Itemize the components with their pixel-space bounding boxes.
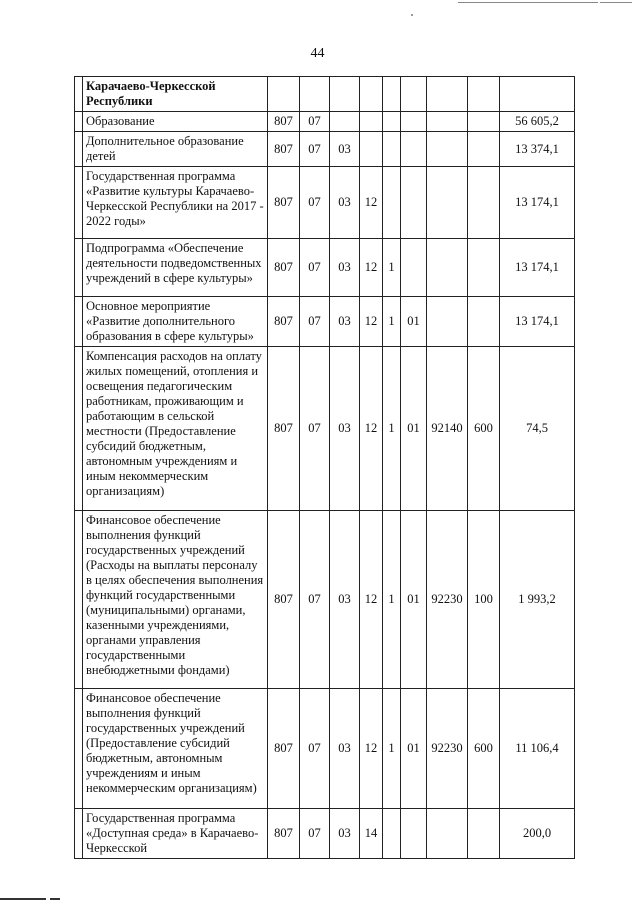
col-expense-type-cell <box>468 112 500 132</box>
col-program-cell: 12 <box>360 347 383 511</box>
col-program-cell <box>360 132 383 167</box>
table-row <box>75 809 575 859</box>
col-rz-cell: 07 <box>300 347 330 511</box>
col-expense-type-cell <box>468 809 500 859</box>
col-amount-cell: 13 174,1 <box>500 239 575 297</box>
bottom-edge-rule <box>50 898 60 900</box>
col-ved-cell: 807 <box>268 239 300 297</box>
col-measure-cell <box>401 239 427 297</box>
col-expense-type-cell: 600 <box>468 689 500 809</box>
item-name-cell: Образование <box>83 112 268 132</box>
col-program-cell: 12 <box>360 239 383 297</box>
col-pr-cell <box>330 112 360 132</box>
col-measure-cell <box>401 809 427 859</box>
col-subprogram-cell: 1 <box>383 347 401 511</box>
col-amount-cell <box>500 77 575 112</box>
table-row <box>75 167 575 239</box>
col-expense-type-cell <box>468 167 500 239</box>
col-direction-cell: 92140 <box>427 347 468 511</box>
col-ved-cell: 807 <box>268 689 300 809</box>
col-rz-cell: 07 <box>300 112 330 132</box>
bottom-edge-rule <box>0 898 46 900</box>
col-rz-cell: 07 <box>300 167 330 239</box>
col-subprogram-cell <box>383 809 401 859</box>
top-edge-rule <box>600 2 632 3</box>
col-rz-cell: 07 <box>300 689 330 809</box>
col-rz-cell <box>300 77 330 112</box>
col-direction-cell <box>427 77 468 112</box>
item-name-cell: Финансовое обеспечение выполнения функций государственных учреждений (Расходы на выплаты персоналу в целях обеспечения выполнения функций государственными (муниципальными) органами, казенными учреждениями, органами управления государственными внебюджетными фондами) <box>83 511 268 689</box>
col-pr-cell: 03 <box>330 511 360 689</box>
row-spacer-cell <box>75 167 83 239</box>
col-pr-cell: 03 <box>330 239 360 297</box>
col-amount-cell: 1 993,2 <box>500 511 575 689</box>
col-ved-cell: 807 <box>268 809 300 859</box>
page-number: 44 <box>310 46 325 61</box>
col-pr-cell: 03 <box>330 297 360 347</box>
col-amount-cell: 11 106,4 <box>500 689 575 809</box>
col-amount-cell: 74,5 <box>500 347 575 511</box>
scan-speck <box>411 14 413 16</box>
col-expense-type-cell <box>468 297 500 347</box>
row-spacer-cell <box>75 511 83 689</box>
col-rz-cell: 07 <box>300 239 330 297</box>
col-subprogram-cell: 1 <box>383 689 401 809</box>
top-edge-rule <box>458 2 598 3</box>
col-subprogram-cell <box>383 167 401 239</box>
row-spacer-cell <box>75 297 83 347</box>
item-name-cell: Карачаево-Черкесской Республики <box>83 77 268 112</box>
row-spacer-cell <box>75 132 83 167</box>
col-expense-type-cell <box>468 77 500 112</box>
col-direction-cell <box>427 167 468 239</box>
col-program-cell <box>360 77 383 112</box>
col-program-cell: 12 <box>360 511 383 689</box>
col-pr-cell: 03 <box>330 132 360 167</box>
table-row <box>75 689 575 809</box>
col-ved-cell: 807 <box>268 132 300 167</box>
col-direction-cell <box>427 112 468 132</box>
col-program-cell: 12 <box>360 689 383 809</box>
col-ved-cell: 807 <box>268 347 300 511</box>
col-expense-type-cell: 600 <box>468 347 500 511</box>
col-direction-cell: 92230 <box>427 511 468 689</box>
row-spacer-cell <box>75 112 83 132</box>
col-pr-cell: 03 <box>330 167 360 239</box>
table-row <box>75 347 575 511</box>
col-measure-cell <box>401 112 427 132</box>
item-name-cell: Основное мероприятие «Развитие дополнительного образования в сфере культуры» <box>83 297 268 347</box>
col-amount-cell: 200,0 <box>500 809 575 859</box>
item-name-cell: Финансовое обеспечение выполнения функций государственных учреждений (Предоставление субсидий бюджетным, автономным учреждениям и иным некоммерческим организациям) <box>83 689 268 809</box>
col-program-cell: 12 <box>360 167 383 239</box>
col-measure-cell: 01 <box>401 511 427 689</box>
col-expense-type-cell <box>468 132 500 167</box>
item-name-cell: Государственная программа «Развитие культуры Карачаево-Черкесской Республики на 2017 - 2022 годы» <box>83 167 268 239</box>
col-direction-cell <box>427 132 468 167</box>
table-row <box>75 77 575 112</box>
col-pr-cell: 03 <box>330 347 360 511</box>
table-row <box>75 132 575 167</box>
col-expense-type-cell: 100 <box>468 511 500 689</box>
row-spacer-cell <box>75 77 83 112</box>
table-row <box>75 297 575 347</box>
col-rz-cell: 07 <box>300 132 330 167</box>
col-measure-cell: 01 <box>401 347 427 511</box>
col-amount-cell: 13 174,1 <box>500 297 575 347</box>
col-direction-cell <box>427 239 468 297</box>
col-amount-cell: 56 605,2 <box>500 112 575 132</box>
col-measure-cell <box>401 167 427 239</box>
col-direction-cell <box>427 809 468 859</box>
col-program-cell: 12 <box>360 297 383 347</box>
table-row <box>75 239 575 297</box>
col-pr-cell <box>330 77 360 112</box>
col-ved-cell: 807 <box>268 297 300 347</box>
col-subprogram-cell: 1 <box>383 239 401 297</box>
row-spacer-cell <box>75 347 83 511</box>
col-rz-cell: 07 <box>300 809 330 859</box>
col-subprogram-cell: 1 <box>383 511 401 689</box>
col-measure-cell: 01 <box>401 297 427 347</box>
col-direction-cell: 92230 <box>427 689 468 809</box>
col-measure-cell: 01 <box>401 689 427 809</box>
col-expense-type-cell <box>468 239 500 297</box>
col-rz-cell: 07 <box>300 297 330 347</box>
table-row <box>75 511 575 689</box>
budget-table <box>74 76 575 859</box>
col-ved-cell <box>268 77 300 112</box>
col-measure-cell <box>401 132 427 167</box>
row-spacer-cell <box>75 689 83 809</box>
col-ved-cell: 807 <box>268 167 300 239</box>
item-name-cell: Компенсация расходов на оплату жилых помещений, отопления и освещения педагогическим работникам, проживающим и работающим в сельской местности (Предоставление субсидий бюджетным, автономным учреждениям и иным некоммерческим организациям) <box>83 347 268 511</box>
col-subprogram-cell <box>383 77 401 112</box>
item-name-cell: Государственная программа «Доступная среда» в Карачаево-Черкесской <box>83 809 268 859</box>
col-program-cell: 14 <box>360 809 383 859</box>
col-pr-cell: 03 <box>330 689 360 809</box>
col-amount-cell: 13 374,1 <box>500 132 575 167</box>
row-spacer-cell <box>75 809 83 859</box>
col-amount-cell: 13 174,1 <box>500 167 575 239</box>
col-measure-cell <box>401 77 427 112</box>
col-subprogram-cell <box>383 132 401 167</box>
table-row <box>75 112 575 132</box>
item-name-cell: Подпрограмма «Обеспечение деятельности подведомственных учреждений в сфере культуры» <box>83 239 268 297</box>
item-name-cell: Дополнительное образование детей <box>83 132 268 167</box>
col-subprogram-cell: 1 <box>383 297 401 347</box>
col-direction-cell <box>427 297 468 347</box>
col-rz-cell: 07 <box>300 511 330 689</box>
col-ved-cell: 807 <box>268 112 300 132</box>
col-ved-cell: 807 <box>268 511 300 689</box>
col-pr-cell: 03 <box>330 809 360 859</box>
col-subprogram-cell <box>383 112 401 132</box>
col-program-cell <box>360 112 383 132</box>
row-spacer-cell <box>75 239 83 297</box>
